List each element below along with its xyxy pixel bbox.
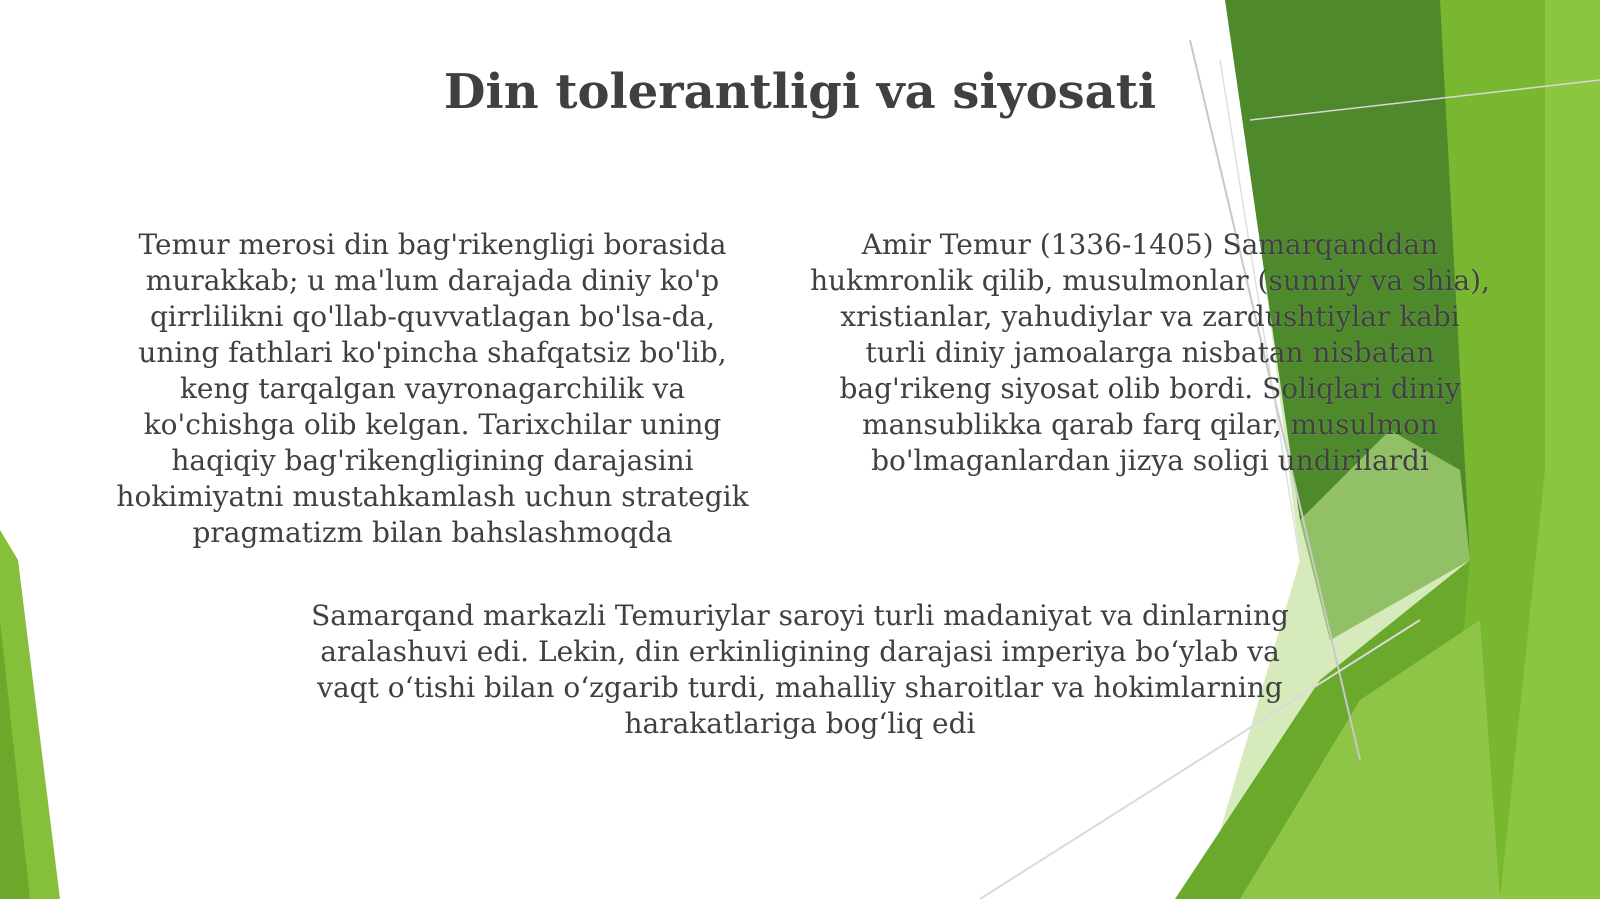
left-paragraph: Temur merosi din bag'rikengligi borasida murakkab; u ma'lum darajada diniy ko'p qirrlilikni qo'llab-quvvatlagan bo'lsa-da, uning fathlari ko'pincha shafqatsiz bo'lib, keng tarqalgan vayronagarchilik va ko'chishga olib kelgan. Tarixchilar uning haqiqiy bag'rikengligining darajasini hokimiyatni mustahkamlash uchun strategik pragmatizm bilan bahslashmoqda xyxy=(116,228,749,549)
bottom-paragraph: Samarqand markazli Temuriylar saroyi turli madaniyat va dinlarning aralashuvi edi. Lekin, din erkinligining darajasi imperiya bo‘ylab va vaqt o‘tishi bilan o‘zgarib turdi, mahalliy sharoitlar va hokimlarning harakatlariga bog‘liq edi xyxy=(311,599,1289,740)
right-paragraph: Amir Temur (1336-1405) Samarqanddan hukmronlik qilib, musulmonlar (sunniy va shia), xristianlar, yahudiylar va zardushtiylar kabi turli diniy jamoalarga nisbatan nisbatan bag'rikeng siyosat olib bordi. Soliqlari diniy mansublikka qarab farq qilar, musulmon bo'lmaganlardan jizya soligi undirilardi xyxy=(810,228,1490,477)
slide-title: Din tolerantligi va siyosati xyxy=(443,64,1157,120)
